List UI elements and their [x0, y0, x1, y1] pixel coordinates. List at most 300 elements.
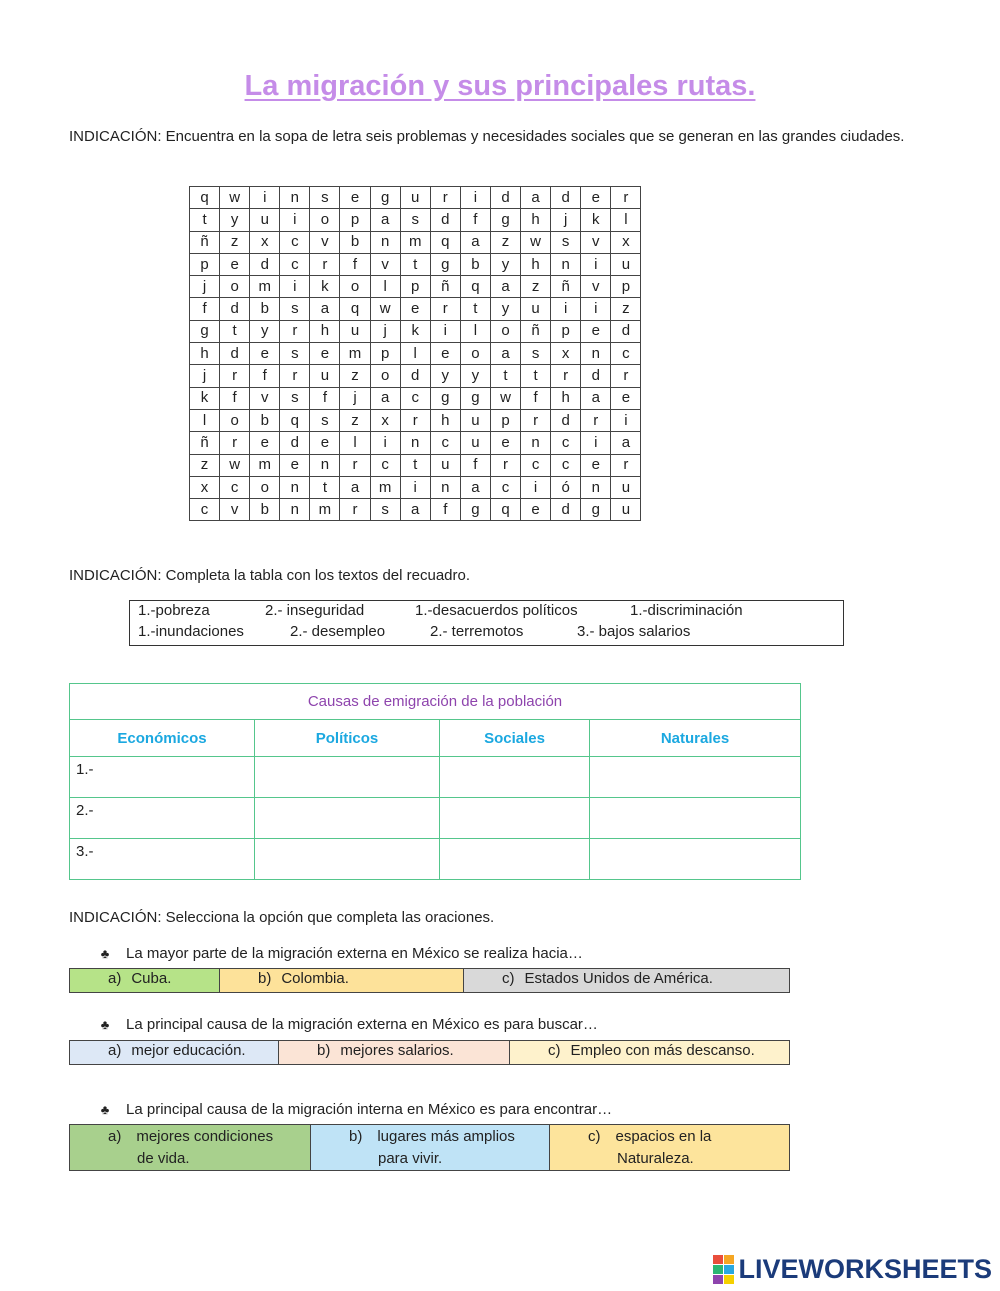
letter-cell[interactable]: c	[280, 253, 310, 275]
table-caption: Causas de emigración de la población	[70, 684, 801, 720]
letter-cell[interactable]: d	[430, 209, 460, 231]
letter-cell[interactable]: v	[370, 253, 400, 275]
option-c[interactable]	[550, 1125, 789, 1170]
letter-cell[interactable]: y	[490, 253, 520, 275]
letter-cell[interactable]: s	[370, 499, 400, 521]
letter-cell[interactable]: u	[611, 499, 641, 521]
letter-cell[interactable]: h	[521, 209, 551, 231]
letter-cell[interactable]: g	[430, 253, 460, 275]
letter-cell[interactable]: s	[280, 343, 310, 365]
letter-cell[interactable]: v	[581, 276, 611, 298]
letter-cell[interactable]: d	[551, 187, 581, 209]
letter-cell[interactable]: l	[370, 276, 400, 298]
letter-cell[interactable]: a	[611, 432, 641, 454]
letter-cell[interactable]: o	[490, 320, 520, 342]
letter-cell[interactable]: m	[400, 231, 430, 253]
option-letter: b)	[349, 1128, 363, 1145]
letter-cell[interactable]: r	[220, 432, 250, 454]
letter-cell[interactable]: m	[340, 343, 370, 365]
letter-cell[interactable]: c	[521, 454, 551, 476]
option-letter: b)	[317, 1042, 331, 1059]
letter-cell[interactable]: a	[370, 387, 400, 409]
letter-cell[interactable]: e	[430, 343, 460, 365]
grid-row	[190, 432, 641, 454]
letter-cell[interactable]: w	[220, 187, 250, 209]
option-letter: c)	[588, 1128, 601, 1145]
letter-cell[interactable]: z	[521, 276, 551, 298]
letter-cell[interactable]: y	[250, 320, 280, 342]
letter-cell[interactable]: v	[220, 499, 250, 521]
header-economicos: Económicos	[70, 720, 255, 757]
letter-cell[interactable]: b	[250, 298, 280, 320]
grid-row	[190, 320, 641, 342]
letter-cell[interactable]: o	[220, 409, 250, 431]
letter-cell[interactable]: n	[280, 187, 310, 209]
letter-cell[interactable]: r	[521, 409, 551, 431]
option-a[interactable]	[70, 1041, 279, 1064]
letter-cell[interactable]: z	[340, 409, 370, 431]
letter-cell[interactable]: s	[551, 231, 581, 253]
word-item: 1.-desacuerdos políticos	[415, 602, 578, 619]
letter-cell[interactable]: z	[190, 454, 220, 476]
letter-cell[interactable]: k	[581, 209, 611, 231]
word-box	[129, 600, 844, 646]
letter-cell[interactable]: c	[190, 499, 220, 521]
letter-cell[interactable]: r	[611, 454, 641, 476]
letter-cell[interactable]: t	[400, 454, 430, 476]
letter-cell[interactable]: i	[370, 432, 400, 454]
letter-cell[interactable]: e	[310, 432, 340, 454]
grid-row	[190, 365, 641, 387]
letter-cell[interactable]: p	[400, 276, 430, 298]
club-bullet-icon: ♣	[100, 1102, 110, 1117]
option-text: Colombia.	[281, 970, 349, 987]
letter-cell[interactable]: d	[280, 432, 310, 454]
letter-cell[interactable]: n	[280, 476, 310, 498]
logo-text: LIVEWORKSHEETS	[738, 1254, 992, 1284]
letter-cell[interactable]: r	[280, 365, 310, 387]
option-text: Naturaleza.	[617, 1150, 694, 1167]
letter-cell[interactable]: x	[190, 476, 220, 498]
letter-cell[interactable]: r	[490, 454, 520, 476]
grid-row	[190, 187, 641, 209]
causes-table	[69, 683, 801, 880]
letter-cell[interactable]: m	[250, 454, 280, 476]
letter-cell[interactable]: u	[310, 365, 340, 387]
letter-cell[interactable]: c	[551, 432, 581, 454]
letter-cell[interactable]: a	[581, 387, 611, 409]
letter-cell[interactable]: i	[280, 209, 310, 231]
letter-cell[interactable]: j	[190, 365, 220, 387]
letter-cell[interactable]: ñ	[430, 276, 460, 298]
letter-cell[interactable]: w	[370, 298, 400, 320]
letter-cell[interactable]: d	[220, 343, 250, 365]
option-a[interactable]	[70, 1125, 311, 1170]
grid-row	[190, 231, 641, 253]
letter-cell[interactable]: ó	[551, 476, 581, 498]
letter-cell[interactable]: i	[551, 298, 581, 320]
letter-cell[interactable]: u	[340, 320, 370, 342]
letter-cell[interactable]: b	[250, 409, 280, 431]
word-item: 1.-discriminación	[630, 602, 743, 619]
letter-cell[interactable]: u	[400, 187, 430, 209]
letter-cell[interactable]: a	[370, 209, 400, 231]
letter-cell[interactable]: b	[340, 231, 370, 253]
answer-cell[interactable]	[590, 839, 801, 880]
letter-cell[interactable]: c	[220, 476, 250, 498]
letter-cell[interactable]: e	[611, 387, 641, 409]
letter-cell[interactable]: d	[581, 365, 611, 387]
letter-cell[interactable]: a	[521, 187, 551, 209]
letter-cell[interactable]: e	[400, 298, 430, 320]
answer-cell[interactable]	[255, 798, 440, 839]
letter-cell[interactable]: p	[551, 320, 581, 342]
letter-cell[interactable]: u	[611, 476, 641, 498]
letter-cell[interactable]: c	[430, 432, 460, 454]
option-text: mejores condiciones	[136, 1128, 274, 1145]
answer-cell[interactable]	[440, 839, 590, 880]
letter-cell[interactable]: n	[280, 499, 310, 521]
letter-cell[interactable]: l	[190, 409, 220, 431]
letter-cell[interactable]: u	[460, 432, 490, 454]
letter-cell[interactable]: r	[551, 365, 581, 387]
letter-cell[interactable]: e	[521, 499, 551, 521]
letter-cell[interactable]: i	[521, 476, 551, 498]
answer-cell[interactable]	[590, 757, 801, 798]
letter-cell[interactable]: n	[430, 476, 460, 498]
table-instruction: INDICACIÓN: Completa la tabla con los textos del recuadro.	[69, 567, 471, 584]
letter-cell[interactable]: r	[400, 409, 430, 431]
option-text: mejores salarios.	[340, 1042, 454, 1059]
word-item: 3.- bajos salarios	[577, 623, 691, 640]
letter-cell[interactable]: e	[250, 432, 280, 454]
letter-cell[interactable]: ñ	[551, 276, 581, 298]
letter-cell[interactable]: i	[581, 432, 611, 454]
option-a[interactable]	[70, 969, 220, 992]
letter-cell[interactable]: d	[551, 409, 581, 431]
letter-cell[interactable]: e	[490, 432, 520, 454]
letter-cell[interactable]: v	[581, 231, 611, 253]
letter-cell[interactable]: g	[190, 320, 220, 342]
letter-cell[interactable]: q	[460, 276, 490, 298]
letter-cell[interactable]: h	[310, 320, 340, 342]
letter-cell[interactable]: d	[220, 298, 250, 320]
answer-cell[interactable]	[440, 757, 590, 798]
letter-cell[interactable]: h	[430, 409, 460, 431]
letter-cell[interactable]: c	[370, 454, 400, 476]
answer-cell[interactable]	[255, 839, 440, 880]
letter-cell[interactable]: t	[310, 476, 340, 498]
letter-cell[interactable]: n	[581, 476, 611, 498]
answer-cell[interactable]	[255, 757, 440, 798]
letter-cell[interactable]: r	[430, 187, 460, 209]
letter-cell[interactable]: o	[460, 343, 490, 365]
letter-cell[interactable]: d	[551, 499, 581, 521]
letter-cell[interactable]: i	[581, 253, 611, 275]
page-title: La migración y sus principales rutas.	[244, 70, 756, 102]
letter-cell[interactable]: r	[430, 298, 460, 320]
letter-cell[interactable]: d	[611, 320, 641, 342]
letter-cell[interactable]: a	[460, 476, 490, 498]
letter-cell[interactable]: c	[490, 476, 520, 498]
letter-cell[interactable]: k	[400, 320, 430, 342]
letter-cell[interactable]: i	[250, 187, 280, 209]
option-letter: a)	[108, 1128, 122, 1145]
option-text: Empleo con más descanso.	[570, 1042, 755, 1059]
letter-cell[interactable]: q	[190, 187, 220, 209]
letter-cell[interactable]: d	[400, 365, 430, 387]
letter-cell[interactable]: n	[551, 253, 581, 275]
letter-cell[interactable]: g	[581, 499, 611, 521]
letter-cell[interactable]: k	[310, 276, 340, 298]
grid-row	[190, 276, 641, 298]
letter-cell[interactable]: s	[310, 409, 340, 431]
letter-cell[interactable]: n	[370, 231, 400, 253]
option-c[interactable]	[464, 969, 789, 992]
word-item: 2.- desempleo	[290, 623, 386, 640]
letter-cell[interactable]: o	[250, 476, 280, 498]
options-instruction: INDICACIÓN: Selecciona la opción que completa las oraciones.	[69, 909, 495, 926]
letter-cell[interactable]: x	[250, 231, 280, 253]
letter-cell[interactable]: s	[280, 298, 310, 320]
letter-cell[interactable]: t	[220, 320, 250, 342]
letter-cell[interactable]: f	[220, 387, 250, 409]
grid-row	[190, 209, 641, 231]
question-text: La mayor parte de la migración externa en México se realiza hacia…	[126, 945, 583, 962]
question-text: La principal causa de la migración interna en México es para encontrar…	[126, 1101, 613, 1118]
letter-cell[interactable]: p	[611, 276, 641, 298]
letter-cell[interactable]: e	[250, 343, 280, 365]
letter-cell[interactable]: i	[400, 476, 430, 498]
letter-cell[interactable]: u	[611, 253, 641, 275]
letter-cell[interactable]: r	[611, 187, 641, 209]
letter-cell[interactable]: c	[400, 387, 430, 409]
letter-cell[interactable]: p	[370, 343, 400, 365]
letter-cell[interactable]: o	[370, 365, 400, 387]
letter-cell[interactable]: b	[250, 499, 280, 521]
letter-cell[interactable]: f	[460, 454, 490, 476]
letter-cell[interactable]: f	[340, 253, 370, 275]
word-item: 1.-pobreza	[138, 602, 210, 619]
letter-cell[interactable]: t	[190, 209, 220, 231]
letter-cell[interactable]: f	[460, 209, 490, 231]
letter-cell[interactable]: a	[460, 231, 490, 253]
letter-cell[interactable]: x	[551, 343, 581, 365]
letter-cell[interactable]: h	[190, 343, 220, 365]
letter-cell[interactable]: n	[581, 343, 611, 365]
letter-cell[interactable]: s	[521, 343, 551, 365]
letter-cell[interactable]: s	[280, 387, 310, 409]
letter-cell[interactable]: z	[490, 231, 520, 253]
letter-cell[interactable]: r	[280, 320, 310, 342]
letter-cell[interactable]: t	[490, 365, 520, 387]
letter-cell[interactable]: d	[250, 253, 280, 275]
letter-cell[interactable]: n	[521, 432, 551, 454]
letter-cell[interactable]: l	[611, 209, 641, 231]
option-text: Estados Unidos de América.	[524, 970, 713, 987]
wordsearch-instruction: INDICACIÓN: Encuentra en la sopa de letra seis problemas y necesidades sociales que se generan en las grandes ciudades.	[69, 128, 905, 145]
letter-cell[interactable]: r	[581, 409, 611, 431]
option-c[interactable]	[510, 1041, 789, 1064]
letter-cell[interactable]: n	[310, 454, 340, 476]
letter-cell[interactable]: s	[400, 209, 430, 231]
word-item: 2.- inseguridad	[265, 602, 365, 619]
option-text: Cuba.	[131, 970, 172, 987]
header-naturales: Naturales	[590, 720, 801, 757]
letter-cell[interactable]: a	[490, 343, 520, 365]
letter-cell[interactable]: g	[430, 387, 460, 409]
letter-cell[interactable]: e	[340, 187, 370, 209]
letter-cell[interactable]: o	[340, 276, 370, 298]
letter-cell[interactable]: h	[551, 387, 581, 409]
letter-cell[interactable]: e	[220, 253, 250, 275]
letter-cell[interactable]: z	[611, 298, 641, 320]
options-row-1	[69, 968, 790, 993]
letter-cell[interactable]: l	[460, 320, 490, 342]
letter-cell[interactable]: ñ	[190, 432, 220, 454]
letter-cell[interactable]: f	[250, 365, 280, 387]
letter-cell[interactable]: y	[430, 365, 460, 387]
letter-cell[interactable]: f	[190, 298, 220, 320]
letter-cell[interactable]: f	[430, 499, 460, 521]
letter-cell[interactable]: l	[340, 432, 370, 454]
letter-cell[interactable]: i	[280, 276, 310, 298]
letter-cell[interactable]: u	[521, 298, 551, 320]
letter-cell[interactable]: e	[280, 454, 310, 476]
letter-cell[interactable]: a	[490, 276, 520, 298]
letter-cell[interactable]: i	[460, 187, 490, 209]
letter-cell[interactable]: g	[370, 187, 400, 209]
letter-cell[interactable]: t	[400, 253, 430, 275]
letter-cell[interactable]: p	[490, 409, 520, 431]
word-search-grid	[189, 186, 641, 521]
letter-cell[interactable]: j	[340, 387, 370, 409]
letter-cell[interactable]: u	[460, 409, 490, 431]
word-item: 2.- terremotos	[430, 623, 524, 640]
letter-cell[interactable]: t	[460, 298, 490, 320]
letter-cell[interactable]: v	[310, 231, 340, 253]
letter-cell[interactable]: y	[490, 298, 520, 320]
letter-cell[interactable]: i	[611, 409, 641, 431]
club-bullet-icon: ♣	[100, 1017, 110, 1032]
letter-cell[interactable]: m	[370, 476, 400, 498]
letter-cell[interactable]: c	[551, 454, 581, 476]
letter-cell[interactable]: z	[340, 365, 370, 387]
letter-cell[interactable]: b	[460, 253, 490, 275]
letter-cell[interactable]: f	[310, 387, 340, 409]
letter-cell[interactable]: m	[250, 276, 280, 298]
letter-cell[interactable]: j	[190, 276, 220, 298]
letter-cell[interactable]: e	[310, 343, 340, 365]
letter-cell[interactable]: g	[490, 209, 520, 231]
letter-cell[interactable]: i	[581, 298, 611, 320]
letter-cell[interactable]: l	[400, 343, 430, 365]
answer-cell[interactable]	[440, 798, 590, 839]
letter-cell[interactable]: n	[400, 432, 430, 454]
letter-cell[interactable]: r	[340, 454, 370, 476]
question-text: La principal causa de la migración externa en México es para buscar…	[126, 1016, 598, 1033]
options-row-2	[69, 1040, 790, 1065]
question-2	[92, 1016, 598, 1033]
answer-cell[interactable]	[70, 798, 255, 839]
letter-cell[interactable]: o	[310, 209, 340, 231]
answer-cell[interactable]	[590, 798, 801, 839]
letter-cell[interactable]: c	[280, 231, 310, 253]
letter-cell[interactable]: f	[521, 387, 551, 409]
option-b[interactable]	[220, 969, 464, 992]
letter-cell[interactable]: m	[310, 499, 340, 521]
letter-cell[interactable]: ñ	[521, 320, 551, 342]
letter-cell[interactable]: x	[370, 409, 400, 431]
letter-cell[interactable]: r	[310, 253, 340, 275]
letter-cell[interactable]: z	[220, 231, 250, 253]
letter-cell[interactable]: j	[551, 209, 581, 231]
letter-cell[interactable]: g	[460, 387, 490, 409]
letter-cell[interactable]: u	[430, 454, 460, 476]
letter-cell[interactable]: q	[340, 298, 370, 320]
option-text: para vivir.	[378, 1150, 443, 1167]
option-b[interactable]	[279, 1041, 510, 1064]
option-text: mejor educación.	[131, 1042, 246, 1059]
letter-cell[interactable]: v	[250, 387, 280, 409]
letter-cell[interactable]: q	[490, 499, 520, 521]
letter-cell[interactable]: w	[521, 231, 551, 253]
letter-cell[interactable]: a	[310, 298, 340, 320]
letter-cell[interactable]: i	[430, 320, 460, 342]
option-letter: a)	[108, 970, 122, 987]
letter-cell[interactable]: q	[430, 231, 460, 253]
letter-cell[interactable]: d	[490, 187, 520, 209]
letter-cell[interactable]: x	[611, 231, 641, 253]
letter-cell[interactable]: y	[220, 209, 250, 231]
letter-cell[interactable]: j	[370, 320, 400, 342]
letter-cell[interactable]: u	[250, 209, 280, 231]
letter-cell[interactable]: g	[460, 499, 490, 521]
letter-cell[interactable]: p	[340, 209, 370, 231]
letter-cell[interactable]: p	[190, 253, 220, 275]
letter-cell[interactable]: ñ	[190, 231, 220, 253]
letter-cell[interactable]: c	[611, 343, 641, 365]
letter-cell[interactable]: e	[581, 187, 611, 209]
letter-cell[interactable]: s	[310, 187, 340, 209]
letter-cell[interactable]: a	[340, 476, 370, 498]
row-label: 1.-	[76, 761, 94, 778]
letter-cell[interactable]: r	[220, 365, 250, 387]
option-letter: c)	[548, 1042, 561, 1059]
answer-cell[interactable]	[70, 757, 255, 798]
option-b[interactable]	[311, 1125, 550, 1170]
letter-cell[interactable]: e	[581, 454, 611, 476]
logo-icon	[713, 1255, 734, 1284]
letter-cell[interactable]: e	[581, 320, 611, 342]
letter-cell[interactable]: r	[611, 365, 641, 387]
letter-cell[interactable]: q	[280, 409, 310, 431]
option-letter: b)	[258, 970, 272, 987]
letter-cell[interactable]: w	[490, 387, 520, 409]
answer-cell[interactable]	[70, 839, 255, 880]
letter-cell[interactable]: t	[521, 365, 551, 387]
letter-cell[interactable]: o	[220, 276, 250, 298]
letter-cell[interactable]: w	[220, 454, 250, 476]
option-letter: a)	[108, 1042, 122, 1059]
letter-cell[interactable]: k	[190, 387, 220, 409]
letter-cell[interactable]: a	[400, 499, 430, 521]
header-politicos: Políticos	[255, 720, 440, 757]
letter-cell[interactable]: r	[340, 499, 370, 521]
grid-row	[190, 343, 641, 365]
letter-cell[interactable]: y	[460, 365, 490, 387]
letter-cell[interactable]: h	[521, 253, 551, 275]
